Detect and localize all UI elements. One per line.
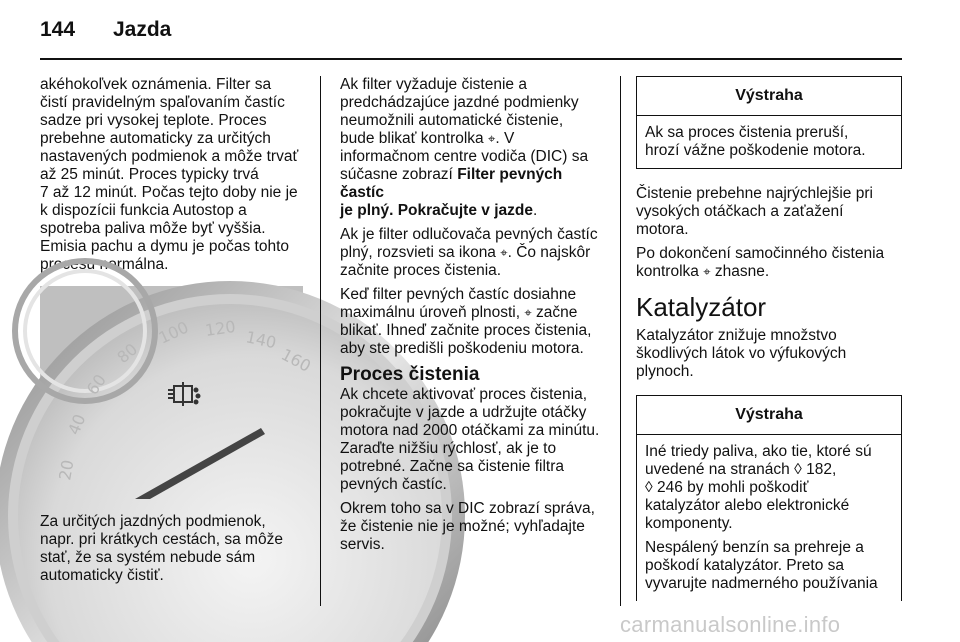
gauge-tick-label: 100 bbox=[155, 317, 192, 348]
reference-arrow-icon: ◊ bbox=[794, 461, 802, 478]
watermark: carmanualsonline.info bbox=[620, 612, 841, 637]
col2-paragraph-4: Ak chcete aktivovať proces čistenia, pokračujte v jazde a udržujte otáčky motora nad 2000 otáčkami za minútu. Zaraďte nižšiu rýchlosť, ak je to potrebné. Začne sa čistenie filtra pevných častíc. bbox=[340, 386, 600, 493]
gauge-tick-label: 120 bbox=[203, 316, 237, 340]
col3-paragraph-1: Čistenie prebehne najrýchlejšie pri vysokých otáčkach a zaťažení motora. bbox=[636, 185, 873, 238]
column-divider-2 bbox=[620, 76, 621, 606]
warning-text: Ak sa proces čistenia preruší, hrozí vážne poškodenie motora. bbox=[645, 124, 866, 159]
section-heading-cleaning: Proces čistenia bbox=[340, 364, 480, 385]
filter-lamp-icon: ⌖ bbox=[488, 131, 496, 146]
filter-lamp-icon: ⌖ bbox=[500, 245, 508, 260]
page-reference-link[interactable]: 182 bbox=[806, 461, 832, 478]
warning-title: Výstraha bbox=[637, 396, 901, 435]
col3-paragraph-2: Po dokončení samočinného čistenia kontrolka ⌖ zhasne. bbox=[636, 245, 885, 280]
col1-paragraph-2: Za určitých jazdných podmienok, napr. pri krátkych cestách, sa môže stať, že sa systém nebude sám automaticky čistiť. bbox=[40, 513, 283, 584]
page-number: 144 bbox=[40, 18, 76, 41]
section-heading-catalyst: Katalyzátor bbox=[636, 292, 767, 322]
filter-lamp-icon: ⌖ bbox=[703, 264, 711, 279]
gauge-tick-label: 160 bbox=[278, 344, 315, 376]
col2-paragraph-2: Ak je filter odlučovača pevných častíc plný, rozsvieti sa ikona ⌖. Čo najskôr začnite proces čistenia. bbox=[340, 226, 598, 279]
col2-paragraph-5: Okrem toho sa v DIC zobrazí správa, že čistenie nie je možné; vyhľadajte servis. bbox=[340, 500, 595, 553]
gauge-tick-label: 140 bbox=[244, 327, 278, 353]
column-3 bbox=[636, 76, 902, 601]
gauge-tick-label: 60 bbox=[82, 370, 110, 399]
col2-paragraph-3: Keď filter pevných častíc dosiahne maximálnu úroveň plnosti, ⌖ začne blikať. Ihneď začnite proces čistenia, aby ste predišli poškodeniu motora. bbox=[340, 286, 592, 357]
col1-paragraph-1: akéhokoľvek oznámenia. Filter sa čistí pravidelným spaľovaním častíc sadze pri vysokej teplote. Proces prebehne automaticky za určitých nastavených podmienok a môže trvať až 25 minút. Proces typicky trvá 7 až 12 minút. Počas tejto doby nie je k dispozícii funkcia Autostop a spotreba paliva môže byť vyššia. Emisia pachu a dymu je počas tohto procesu normálna. bbox=[40, 76, 299, 273]
gauge-tick-label: 20 bbox=[55, 458, 78, 482]
warning-text: Nespálený benzín sa prehreje a poškodí katalyzátor. Preto sa vyvarujte nadmerného používania bbox=[645, 539, 878, 592]
header-rule bbox=[40, 58, 902, 60]
speedometer-image bbox=[40, 286, 315, 499]
gauge-tick-label: 80 bbox=[113, 339, 142, 368]
page-reference-link[interactable]: 246 bbox=[656, 479, 683, 496]
filter-lamp-icon: ⌖ bbox=[524, 305, 532, 320]
col2-paragraph-1: Ak filter vyžaduje čistenie a predchádzajúce jazdné podmienky neumožnili automatické čistenie, bude blikať kontrolka ⌖. V informačnom centre vodiča (DIC) sa súčasne zobrazí Filter pevných častíc je plný. Pokračujte v jazde. bbox=[340, 76, 589, 219]
gauge-tick-label: 40 bbox=[64, 411, 90, 438]
column-2 bbox=[340, 76, 608, 560]
column-1 bbox=[40, 76, 315, 591]
warning-text: Iné triedy paliva, ako tie, ktoré sú uvedené na stranách ◊ 182, ◊ 246 by mohli poškodiť katalyzátor alebo elektronické komponenty. bbox=[645, 443, 872, 532]
warning-box-1 bbox=[636, 76, 902, 169]
reference-arrow-icon: ◊ bbox=[645, 479, 653, 496]
dic-message: Filter pevných častíc bbox=[340, 166, 563, 201]
warning-title: Výstraha bbox=[637, 77, 901, 116]
warning-box-2 bbox=[636, 395, 902, 601]
chapter-title: Jazda bbox=[113, 18, 172, 41]
col3-paragraph-3: Katalyzátor znižuje množstvo škodlivých látok vo výfukových plynoch. bbox=[636, 327, 847, 380]
column-divider-1 bbox=[320, 76, 321, 606]
